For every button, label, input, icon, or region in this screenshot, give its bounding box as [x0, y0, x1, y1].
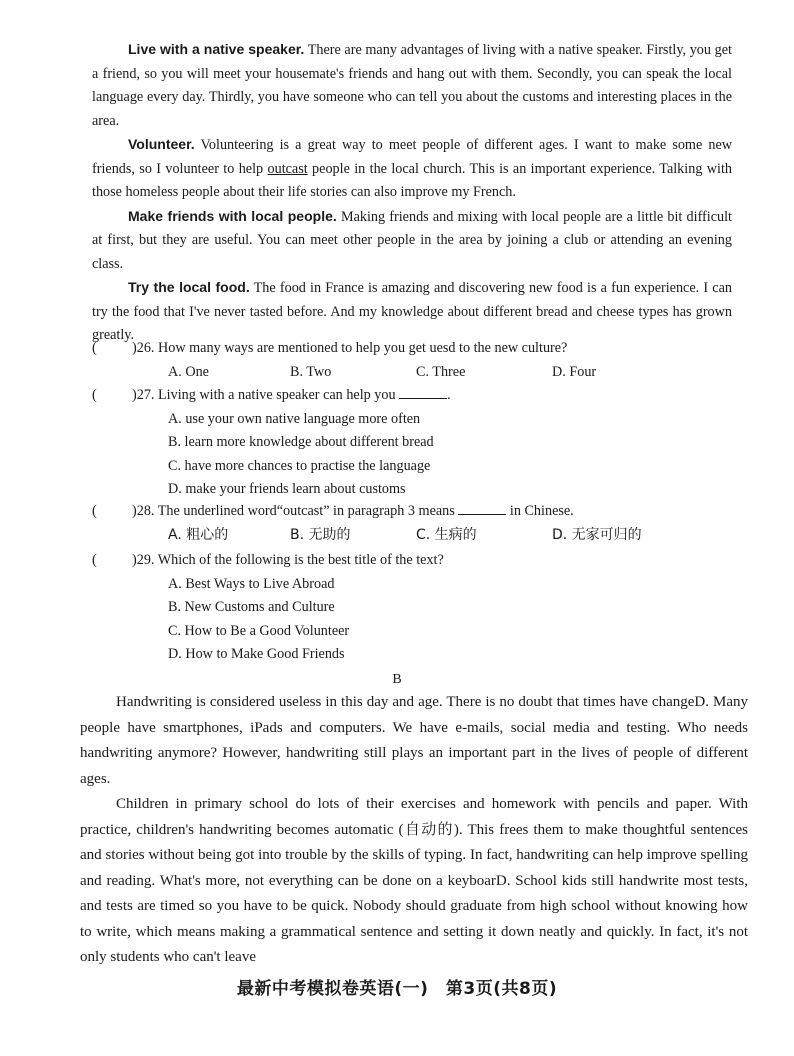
option-b: B. Two: [290, 363, 332, 380]
paragraph-heading: Try the local food.: [128, 279, 250, 295]
paragraph-text: people in the local church. This is an important experience. Talking with those homeless people about their life stories can also improve my French.: [92, 160, 732, 200]
question-26: [92, 337, 732, 384]
option-c: C. have more chances to practise the language: [168, 457, 431, 474]
underlined-word: outcast: [267, 160, 308, 177]
option-a: A. One: [168, 363, 209, 380]
paragraph-text: Making friends and mixing with local people are a little bit difficult at first, but they are useful. You can meet other people in the area by joining a club or attending an evening class.: [92, 208, 732, 272]
options-row: [92, 524, 732, 548]
passage-b: [80, 690, 748, 971]
answer-bracket[interactable]: (: [92, 340, 97, 356]
option-c: C. Three: [416, 363, 466, 380]
answer-bracket[interactable]: (: [92, 503, 97, 519]
paragraph-heading: Make friends with local people.: [128, 207, 337, 224]
answer-bracket[interactable]: (: [92, 387, 97, 403]
paragraph-heading: Volunteer.: [128, 136, 195, 152]
question-stem: )26. How many ways are mentioned to help you get uesd to the new culture?: [132, 340, 568, 356]
answer-blank[interactable]: [458, 500, 506, 515]
page-footer: 最新中考模拟卷英语(一) 第3页(共8页): [236, 979, 558, 999]
passage-b-paragraph-2: Children in primary school do lots of their exercises and homework with pencils and paper. With practice, children's handwriting becomes automatic (自动的). This frees them to make thoughtful sentences and stories without being got into trouble by the skills of typing. In fact, handwriting can help improve spelling and reading. What's more, not everything can be done on a keyboarD. School kids still handwrite most tests, and tests are timed so you have to be quick. Nobody should graduate from high school without knowing how to write, which means making a grammatical sentence and setting it down neatly and quickly. In fact, it's not only students who can't leave: [80, 796, 748, 965]
passage-a-paragraph-2: [92, 133, 732, 205]
option-d: D. 无家可归的: [552, 526, 642, 543]
passage-a-paragraph-1: [92, 38, 732, 133]
passage-a-paragraph-3: [92, 205, 732, 277]
option-c: C. 生病的: [416, 526, 477, 543]
question-stem-end: .: [447, 387, 451, 403]
option-a: A. use your own native language more often: [168, 410, 421, 427]
question-stem: )27. Living with a native speaker can help you: [132, 387, 396, 403]
answer-blank[interactable]: [399, 384, 447, 399]
option-b: B. New Customs and Culture: [168, 599, 335, 615]
answer-bracket[interactable]: (: [92, 552, 97, 568]
paragraph-text: The food in France is amazing and discovering new food is a fun experience. I can try the food that I've never tasted before. And my knowledge about different bread and cheese types has grown greatly.: [92, 280, 732, 343]
option-a: A. Best Ways to Live Abroad: [168, 575, 335, 592]
passage-a: [92, 38, 732, 348]
options-row: [92, 361, 732, 385]
question-28: [92, 500, 732, 547]
option-d: D. How to Make Good Friends: [168, 646, 345, 662]
question-29: [92, 549, 732, 667]
question-stem: )29. Which of the following is the best title of the text?: [132, 552, 444, 568]
option-d: D. Four: [552, 363, 597, 380]
paragraph-heading: Live with a native speaker.: [128, 41, 305, 57]
section-b-heading: B: [392, 672, 402, 687]
option-b: B. 无助的: [290, 526, 351, 543]
passage-b-paragraph-1: Handwriting is considered useless in this day and age. There is no doubt that times have changeD. Many people have smartphones, iPads and computers. We have e-mails, social media and testing. Who needs handwriting anymore? However, handwriting still plays an important part in the lives of people of different ages.: [80, 694, 748, 787]
option-a: A. 粗心的: [168, 526, 229, 543]
question-27: [92, 384, 732, 502]
option-c: C. How to Be a Good Volunteer: [168, 622, 350, 639]
option-b: B. learn more knowledge about different bread: [168, 434, 434, 450]
paragraph-text: There are many advantages of living with a native speaker. Firstly, you get a friend, so you will meet your housemate's friends and hang out with them. Secondly, you can speak the local language every day. Thirdly, you have someone who can tell you about the customs and interesting places in the area.: [92, 42, 732, 129]
paragraph-text: Volunteering is a great way to meet people of different ages. I want to make some new friends, so I volunteer to help: [92, 137, 732, 177]
question-stem: )28. The underlined word“outcast” in paragraph 3 means: [132, 503, 455, 519]
option-d: D. make your friends learn about customs: [168, 481, 406, 497]
question-stem-end: in Chinese.: [509, 503, 574, 519]
